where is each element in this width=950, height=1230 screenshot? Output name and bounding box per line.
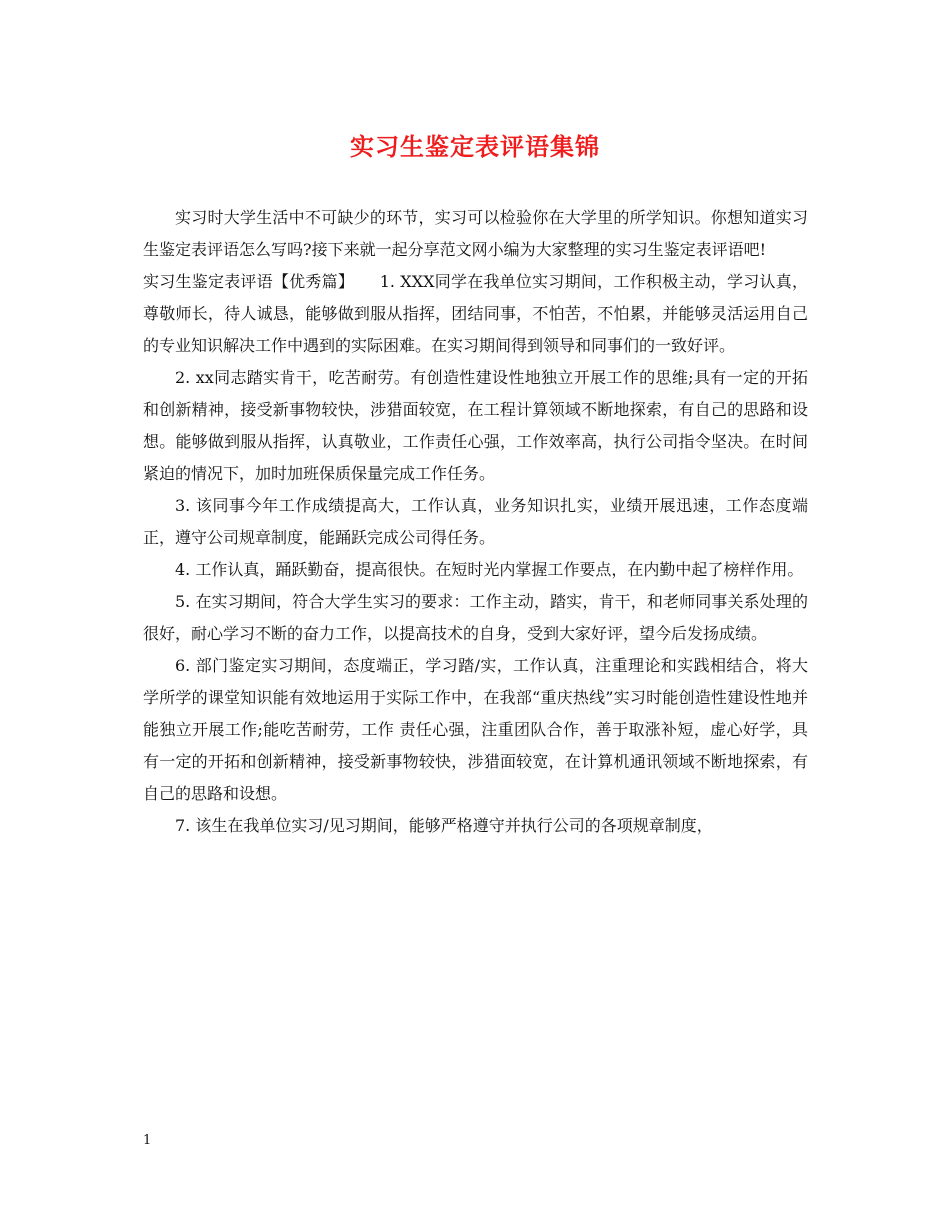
item-paragraph-6: 6. 部门鉴定实习期间，态度端正，学习踏/实，工作认真，注重理论和实践相结合，将大学所学的课堂知识能有效地运用于实际工作中，在我部“重庆热线”实习时能创造性建设性地并能独立开展工作;能吃苦耐劳，工作 责任心强，注重团队合作，善于取涨补短，虚心好学，具有一定的开拓和创新精神，接受新事物较快，涉猎面较宽，在计算机通讯领域不断地探索，有自己的思路和设想。: [143, 656, 808, 803]
section-heading: 实习生鉴定表评语【优秀篇】: [143, 272, 355, 291]
item-paragraph-4: 4. 工作认真，踊跃勤奋，提高很快。在短时光内掌握工作要点，在内勤中起了榜样作用。: [175, 560, 804, 579]
section-paragraph-1: [143, 266, 808, 362]
item-1-text: 1. XXX同学在我单位实习期间，工作积极主动，学习认真，尊敬师长，待人诚恳，能够做到服从指挥，团结同事，不怕苦，不怕累，并能够灵活运用自己的专业知识解决工作中遇到的实际困难。在实习期间得到领导和同事们的一致好评。: [143, 272, 808, 355]
document-body: [143, 202, 808, 842]
item-paragraph-3: 3. 该同事今年工作成绩提高大，工作认真，业务知识扎实，业绩开展迅速，工作态度端正，遵守公司规章制度，能踊跃完成公司得任务。: [143, 496, 808, 547]
intro-paragraph: 实习时大学生活中不可缺少的环节，实习可以检验你在大学里的所学知识。你想知道实习生鉴定表评语怎么写吗?接下来就一起分享范文网小编为大家整理的实习生鉴定表评语吧!: [143, 208, 808, 259]
item-paragraph-2: 2. xx同志踏实肯干，吃苦耐劳。有创造性建设性地独立开展工作的思维;具有一定的开拓和创新精神，接受新事物较快，涉猎面较宽，在工程计算领域不断地探索，有自己的思路和设想。能够做到服从指挥，认真敬业，工作责任心强，工作效率高，执行公司指令坚决。在时间紧迫的情况下，加时加班保质保量完成工作任务。: [143, 368, 808, 483]
document-title: 实习生鉴定表评语集锦: [350, 132, 600, 161]
item-paragraph-5: 5. 在实习期间，符合大学生实习的要求：工作主动，踏实，肯干，和老师同事关系处理的很好，耐心学习不断的奋力工作，以提高技术的自身，受到大家好评，望今后发扬成绩。: [143, 592, 808, 643]
item-paragraph-7: 7. 该生在我单位实习/见习期间，能够严格遵守并执行公司的各项规章制度，: [175, 816, 713, 835]
page-number: 1: [143, 1133, 152, 1148]
